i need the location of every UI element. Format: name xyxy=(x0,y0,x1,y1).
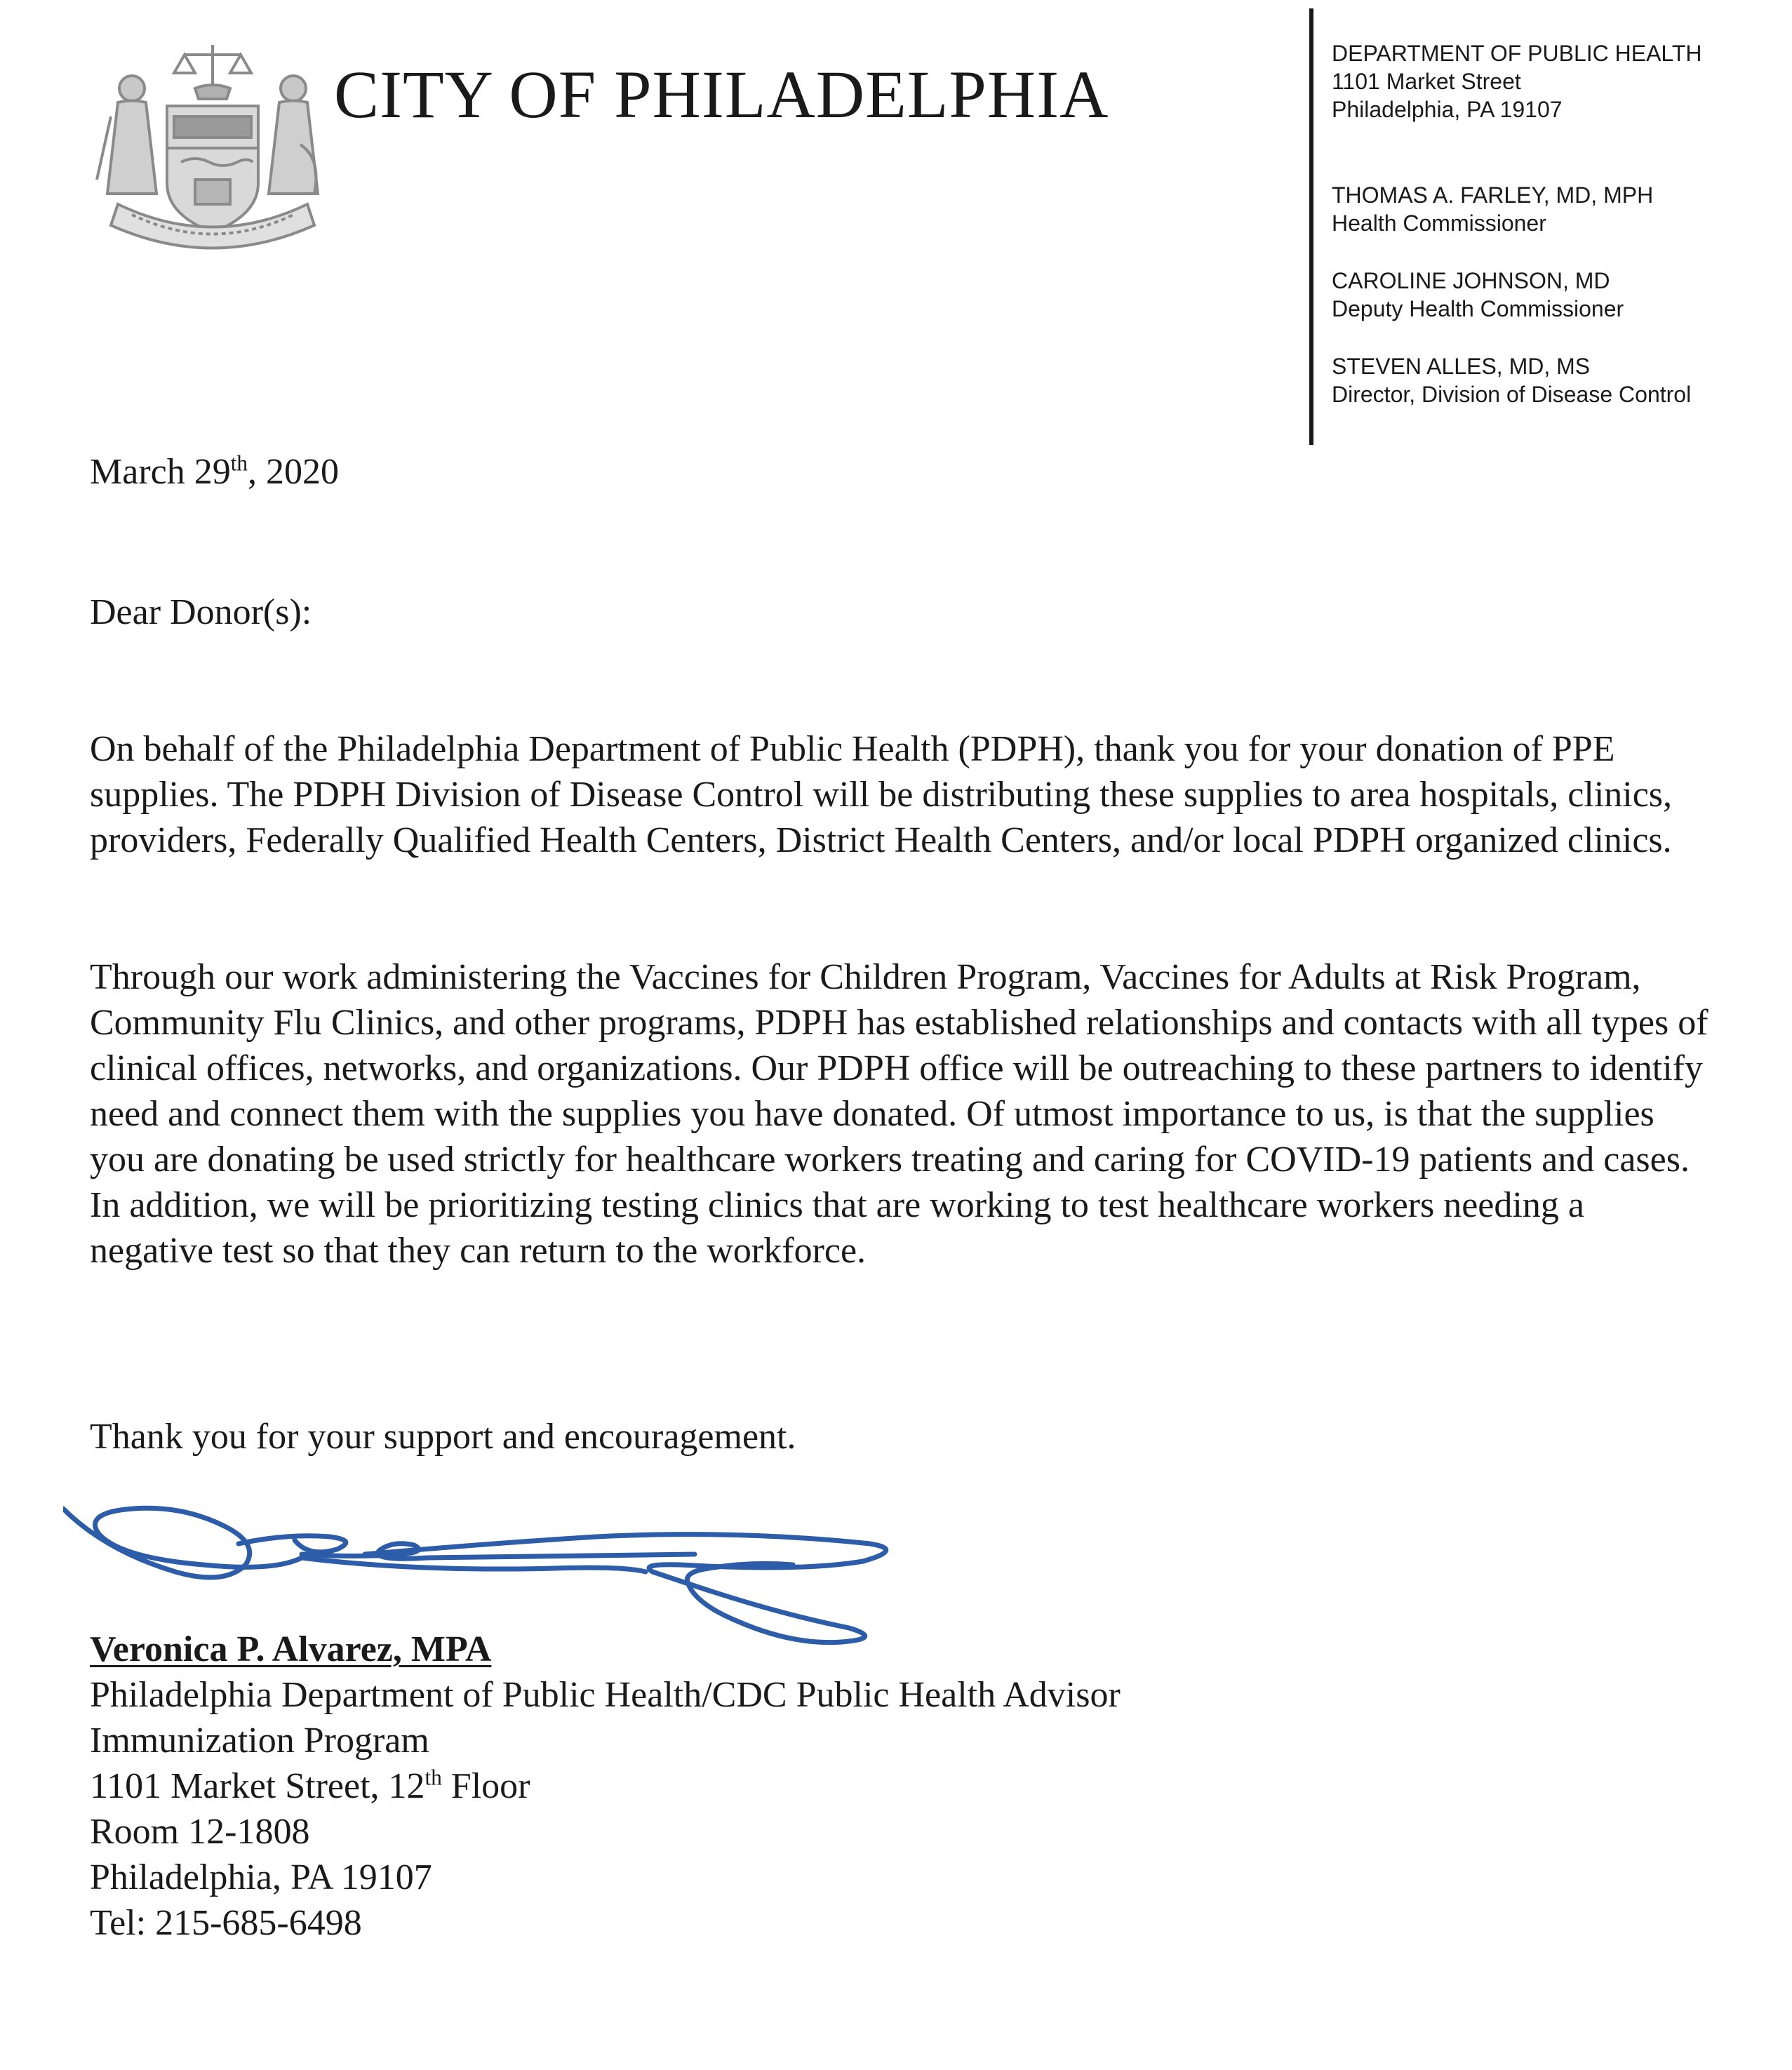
street-text: 1101 Market Street, 12 xyxy=(90,1766,425,1806)
salutation: Dear Donor(s): xyxy=(90,592,312,632)
letter-paragraph xyxy=(90,726,1711,863)
official-entry xyxy=(1332,181,1781,237)
department-block xyxy=(1332,39,1781,408)
signer-program: Immunization Program xyxy=(90,1721,429,1761)
official-title: Director, Division of Disease Control xyxy=(1332,382,1692,407)
official-name: THOMAS A. FARLEY, MD, MPH xyxy=(1332,182,1654,208)
letter-paragraph xyxy=(90,954,1711,1274)
letter-date xyxy=(90,449,1711,495)
department-city: Philadelphia, PA 19107 xyxy=(1332,97,1563,122)
signer-title: Philadelphia Department of Public Health/CDC Public Health Advisor xyxy=(90,1675,1121,1715)
floor-suffix: th xyxy=(424,1765,442,1790)
date-month-day: March 29 xyxy=(90,452,231,492)
letterhead-divider xyxy=(1309,8,1313,445)
closing-line: Thank you for your support and encouragement. xyxy=(90,1417,796,1457)
department-street: 1101 Market Street xyxy=(1332,69,1521,94)
philadelphia-city-seal-icon xyxy=(90,39,335,271)
signer-city: Philadelphia, PA 19107 xyxy=(90,1857,432,1897)
paragraph-text: On behalf of the Philadelphia Department of Public Health (PDPH), thank you for your donation of PPE supplies. The PDPH Division of Disease Control will be distributing these supplies to area hospitals, clinics, providers, Federally Qualified Health Centers, District Health Centers, and/or local PDPH organized clinics. xyxy=(90,729,1673,860)
date-suffix: th xyxy=(230,450,248,476)
official-entry xyxy=(1332,267,1781,323)
signature-block xyxy=(90,1627,1121,1946)
official-title: Deputy Health Commissioner xyxy=(1332,296,1624,321)
department-name: DEPARTMENT OF PUBLIC HEALTH xyxy=(1332,41,1702,66)
floor-text: Floor xyxy=(441,1766,530,1806)
signer-street xyxy=(90,1763,1121,1809)
official-title: Health Commissioner xyxy=(1332,211,1546,236)
signer-phone: Tel: 215-685-6498 xyxy=(90,1903,362,1943)
signer-name: Veronica P. Alvarez, MPA xyxy=(90,1629,492,1669)
city-title: CITY OF PHILADELPHIA xyxy=(334,57,1109,132)
department-address xyxy=(1332,39,1781,123)
official-name: CAROLINE JOHNSON, MD xyxy=(1332,268,1610,293)
official-name: STEVEN ALLES, MD, MS xyxy=(1332,354,1591,379)
paragraph-text: Through our work administering the Vaccines for Children Program, Vaccines for Adults at Risk Program, Community Flu Clinics, and other programs, PDPH has established relationships and contacts with all types of clinical offices, networks, and organizations. Our PDPH office will be outreaching to these partners to identify need and connect them with the supplies you have donated. Of utmost importance to us, is that the supplies you are donating be used strictly for healthcare workers treating and caring for COVID-19 patients and cases. In addition, we will be prioritizing testing clinics that are working to test healthcare workers needing a negative test so that they can return to the workforce. xyxy=(90,957,1709,1271)
signer-room: Room 12-1808 xyxy=(90,1812,310,1852)
date-year: , 2020 xyxy=(247,452,339,492)
official-entry xyxy=(1332,352,1781,408)
